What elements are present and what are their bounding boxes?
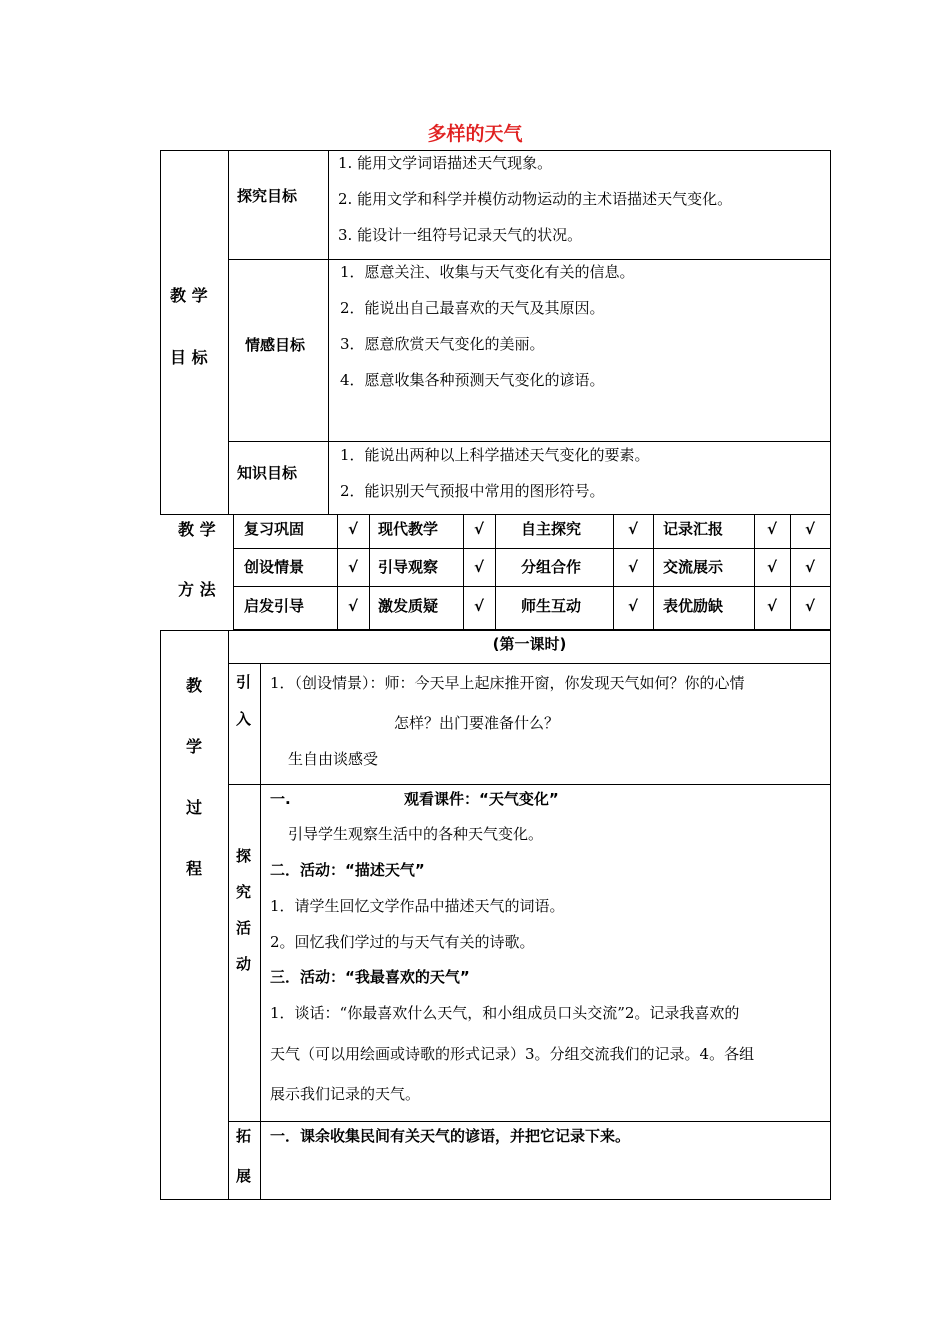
- check-mark: √: [804, 520, 815, 538]
- explore-paragraph-1: 引导学生观察生活中的各种天气变化。: [288, 825, 544, 843]
- emotion-goal-label: 情感目标: [245, 336, 306, 354]
- method-cell: 师生互动: [521, 597, 582, 615]
- explore-heading-1: 观看课件：“天气变化”: [404, 790, 559, 808]
- session-label: (第一课时): [492, 635, 567, 653]
- check-mark: √: [627, 520, 638, 538]
- knowledge-goal-item-2: 2．能识别天气预报中常用的图形符号。: [340, 482, 605, 500]
- explore-heading-3: 三．活动：“我最喜欢的天气”: [270, 968, 470, 986]
- method-cell: 现代教学: [378, 520, 439, 538]
- check-mark: √: [804, 597, 815, 615]
- extend-label-char-1: 拓: [236, 1127, 252, 1145]
- inquiry-goal-label: 探究目标: [237, 187, 298, 205]
- check-mark: √: [347, 597, 358, 615]
- emotion-goal-item-4: 4．愿意收集各种预测天气变化的谚语。: [340, 371, 605, 389]
- extend-text: 一．课余收集民间有关天气的谚语，并把它记录下来。: [270, 1127, 631, 1145]
- check-mark: √: [473, 520, 484, 538]
- method-cell: 交流展示: [663, 558, 724, 576]
- method-cell: 激发质疑: [378, 597, 439, 615]
- inquiry-goal-item-1: 1. 能用文学词语描述天气现象。: [338, 154, 553, 172]
- intro-label-char-1: 引: [236, 673, 252, 691]
- objectives-header-line1: 教 学: [170, 286, 208, 305]
- emotion-goal-item-2: 2．能说出自己最喜欢的天气及其原因。: [340, 299, 605, 317]
- explore-heading-1-number: 一.: [270, 790, 291, 808]
- process-header-char-4: 程: [186, 859, 203, 878]
- check-mark: √: [347, 558, 358, 576]
- methods-header-line2: 方 法: [178, 580, 216, 599]
- inquiry-goal-item-3: 3. 能设计一组符号记录天气的状况。: [338, 226, 583, 244]
- method-cell: 分组合作: [521, 558, 582, 576]
- emotion-goal-item-1: 1．愿意关注、收集与天气变化有关的信息。: [340, 263, 635, 281]
- method-cell: 记录汇报: [663, 520, 724, 538]
- explore-label-char-3: 活: [236, 919, 252, 937]
- intro-line-2: 怎样？出门要准备什么？: [394, 714, 560, 732]
- check-mark: √: [804, 558, 815, 576]
- intro-label-char-2: 入: [236, 710, 252, 728]
- objectives-header-line2: 目 标: [170, 348, 208, 367]
- method-cell: 表优励缺: [663, 597, 724, 615]
- emotion-goal-item-3: 3．愿意欣赏天气变化的美丽。: [340, 335, 545, 353]
- explore-paragraph-3a: 1．谈话：“你最喜欢什么天气，和小组成员口头交流”2。记录我喜欢的: [270, 1004, 740, 1022]
- process-header-char-2: 学: [186, 737, 203, 756]
- knowledge-goal-item-1: 1．能说出两种以上科学描述天气变化的要素。: [340, 446, 650, 464]
- extend-label-char-2: 展: [236, 1167, 252, 1185]
- process-header-char-3: 过: [186, 798, 203, 817]
- check-mark: √: [473, 558, 484, 576]
- process-header-char-1: 教: [186, 676, 203, 695]
- explore-paragraph-2b: 2。回忆我们学过的与天气有关的诗歌。: [270, 933, 535, 951]
- check-mark: √: [473, 597, 484, 615]
- method-cell: 创设情景: [244, 558, 305, 576]
- intro-line-1: 1．（创设情景）：师：今天早上起床推开窗，你发现天气如何？你的心情: [270, 674, 745, 692]
- explore-label-char-4: 动: [236, 955, 252, 973]
- inquiry-goal-item-2: 2. 能用文学和科学并模仿动物运动的主术语描述天气变化。: [338, 190, 733, 208]
- method-cell: 复习巩固: [244, 520, 305, 538]
- check-mark: √: [766, 558, 777, 576]
- document-title: 多样的天气: [427, 123, 523, 145]
- explore-paragraph-2a: 1．请学生回忆文学作品中描述天气的词语。: [270, 897, 565, 915]
- explore-label-char-1: 探: [236, 847, 252, 865]
- method-cell: 启发引导: [244, 597, 305, 615]
- check-mark: √: [627, 597, 638, 615]
- check-mark: √: [347, 520, 358, 538]
- check-mark: √: [627, 558, 638, 576]
- explore-paragraph-3c: 展示我们记录的天气。: [270, 1085, 421, 1103]
- explore-paragraph-3b: 天气（可以用绘画或诗歌的形式记录）3。分组交流我们的记录。4。各组: [270, 1045, 755, 1063]
- methods-header-line1: 教 学: [178, 520, 216, 539]
- method-cell: 自主探究: [521, 520, 582, 538]
- explore-heading-2: 二．活动：“描述天气”: [270, 861, 425, 879]
- explore-label-char-2: 究: [236, 883, 252, 901]
- knowledge-goal-label: 知识目标: [237, 464, 298, 482]
- check-mark: √: [766, 597, 777, 615]
- intro-line-3: 生自由谈感受: [288, 750, 379, 768]
- method-cell: 引导观察: [378, 558, 439, 576]
- check-mark: √: [766, 520, 777, 538]
